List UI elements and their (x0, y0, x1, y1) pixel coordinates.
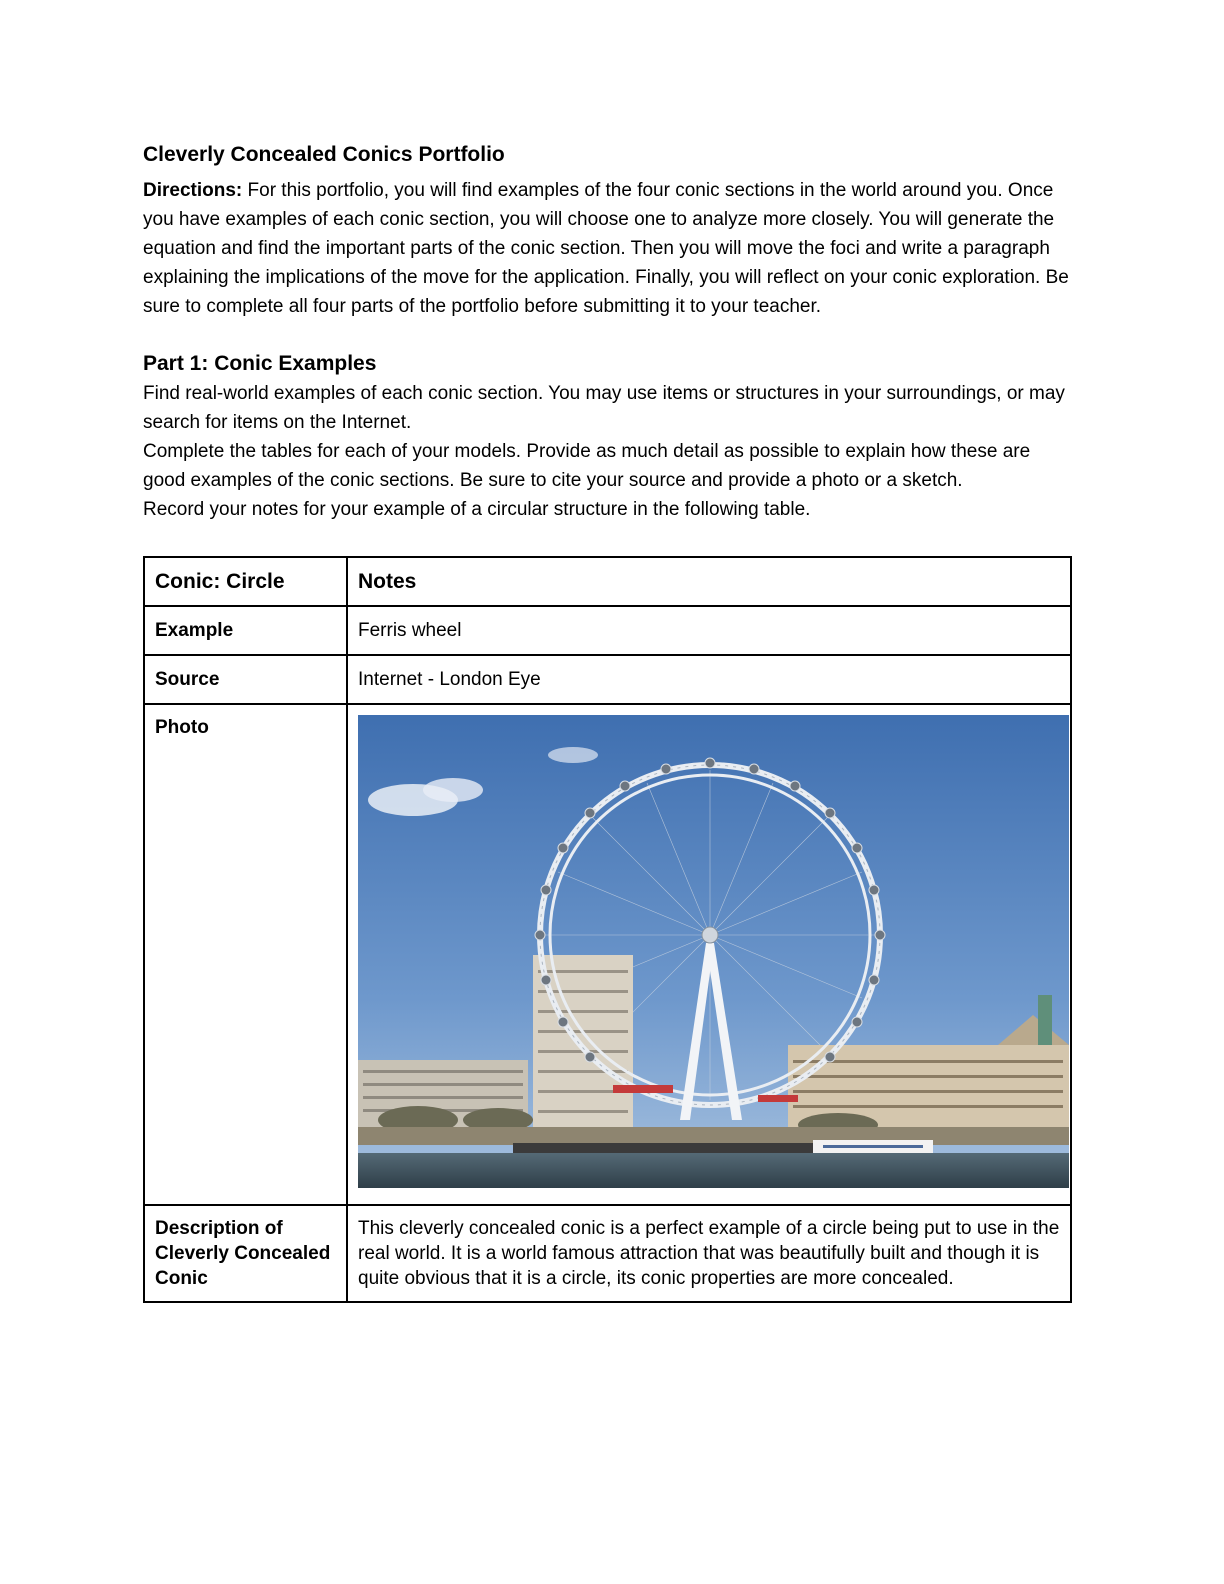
directions-text: For this portfolio, you will find examples of the four conic sections in the world around you. Once you have examples of each conic section, you will choose one to analyze more closely. You will generate the equation and find the important parts of the conic section. Then you will move the foci and write a paragraph explaining the implications of the move for the application. Finally, you will reflect on your conic exploration. Be sure to complete all four parts of the portfolio before submitting it to your teacher. (143, 180, 1069, 317)
part1-paragraph-2: Complete the tables for each of your models. Provide as much detail as possible to explain how these are good examples of the conic sections. Be sure to cite your source and provide a photo or a sketch. (143, 441, 1031, 491)
description-value-cell: This cleverly concealed conic is a perfect example of a circle being put to use in the real world. It is a world famous attraction that was beautifully built and though it is quite obvious that it is a circle, its conic properties are more concealed. (347, 1205, 1071, 1302)
table-header-row (144, 557, 1071, 606)
header-conic-cell: Conic: Circle (144, 557, 347, 606)
london-eye-photo (358, 715, 1069, 1188)
directions-label: Directions: (143, 180, 243, 201)
header-notes-cell: Notes (347, 557, 1071, 606)
description-label-cell: Description of Cleverly Concealed Conic (144, 1205, 347, 1302)
part1-heading: Part 1: Conic Examples (143, 352, 377, 375)
table-row (144, 606, 1071, 655)
circle-notes-table (143, 556, 1072, 1303)
document-page (143, 140, 1073, 1303)
part1-paragraph-1: Find real-world examples of each conic section. You may use items or structures in your surroundings, or may search for items on the Internet. (143, 383, 1065, 433)
directions-paragraph (143, 176, 1073, 321)
source-label-cell: Source (144, 655, 347, 704)
table-row (144, 704, 1071, 1205)
example-value-cell: Ferris wheel (347, 606, 1071, 655)
document-title: Cleverly Concealed Conics Portfolio (143, 143, 505, 166)
example-label-cell: Example (144, 606, 347, 655)
table-row (144, 1205, 1071, 1302)
part1-paragraph-3: Record your notes for your example of a circular structure in the following table. (143, 499, 811, 520)
photo-label-cell: Photo (144, 704, 347, 1205)
photo-cell (347, 704, 1071, 1205)
source-value-cell: Internet - London Eye (347, 655, 1071, 704)
table-row (144, 655, 1071, 704)
